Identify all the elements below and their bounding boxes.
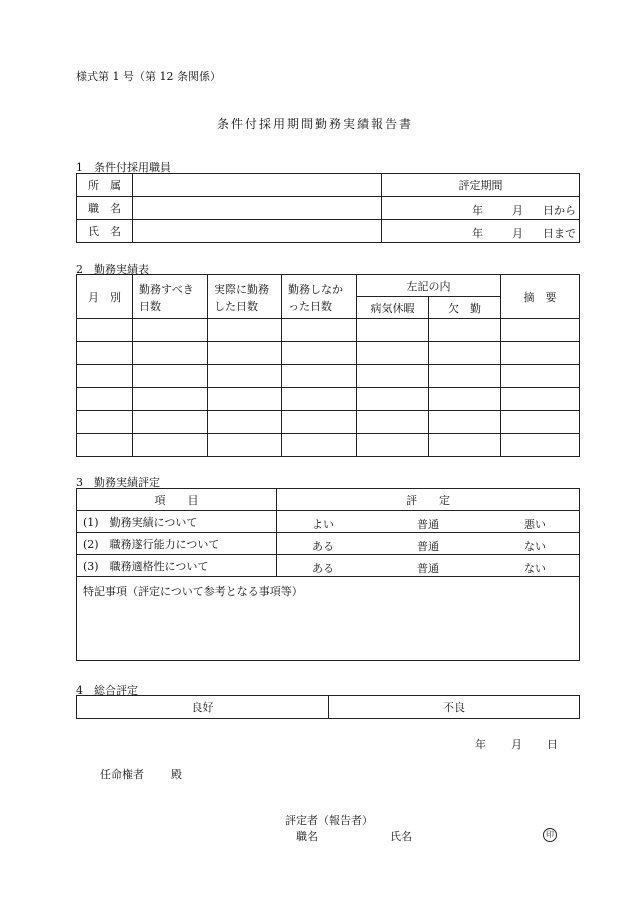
- rating-option-1[interactable]: ある: [312, 540, 334, 553]
- attendance-cell[interactable]: [77, 411, 133, 434]
- attendance-cell[interactable]: [282, 365, 357, 388]
- document-title: 条件付採用期間勤務実績報告書: [216, 117, 413, 131]
- item-text: 職務遂行能力について: [109, 537, 220, 551]
- evaluator-label: 評定者（報告者）: [285, 814, 373, 827]
- overall-good[interactable]: 良好: [77, 696, 329, 719]
- attendance-cell[interactable]: [208, 388, 282, 411]
- seal-icon: [543, 828, 557, 842]
- absent-days-header: 勤務しなかった日数: [282, 275, 357, 319]
- attendance-cell[interactable]: [77, 319, 133, 342]
- attendance-cell[interactable]: [357, 365, 429, 388]
- appointer-honorific: 殿: [171, 768, 182, 781]
- date-day: 日: [547, 738, 558, 751]
- seal-mark: 印: [543, 828, 557, 842]
- attendance-cell[interactable]: [133, 388, 208, 411]
- item-text: 職務適格性について: [109, 559, 209, 573]
- rating-options[interactable]: [277, 533, 580, 555]
- breakdown-header: 左記の内: [357, 275, 501, 297]
- item-number: (3): [83, 559, 99, 573]
- section1-heading: 1 条件付採用職員: [76, 161, 171, 174]
- item-number: (2): [83, 537, 99, 551]
- attendance-cell[interactable]: [429, 319, 501, 342]
- attendance-cell[interactable]: [357, 319, 429, 342]
- item-header: 項 目: [77, 489, 277, 511]
- attendance-cell[interactable]: [77, 365, 133, 388]
- attendance-cell[interactable]: [282, 342, 357, 365]
- attendance-cell[interactable]: [208, 365, 282, 388]
- from-year: 年: [472, 204, 483, 217]
- attendance-cell[interactable]: [282, 434, 357, 457]
- attendance-cell[interactable]: [429, 388, 501, 411]
- rating-option-1[interactable]: よい: [312, 518, 334, 531]
- special-notes-label: 特記事項（評定について参考となる事項等）: [83, 585, 303, 598]
- attendance-cell[interactable]: [208, 342, 282, 365]
- sick-leave-header: 病気休暇: [357, 297, 429, 319]
- attendance-cell[interactable]: [133, 434, 208, 457]
- position-field[interactable]: [133, 197, 382, 220]
- attendance-cell[interactable]: [429, 411, 501, 434]
- attendance-cell[interactable]: [282, 411, 357, 434]
- attendance-cell[interactable]: [133, 342, 208, 365]
- should-days-header: 勤務すべき日数: [133, 275, 208, 319]
- rating-option-2[interactable]: 普通: [417, 518, 439, 531]
- rating-header: 評 定: [277, 489, 580, 511]
- rating-item-label: [77, 533, 277, 555]
- attendance-cell[interactable]: [357, 388, 429, 411]
- attendance-cell[interactable]: [208, 411, 282, 434]
- attendance-cell[interactable]: [133, 411, 208, 434]
- item-number: (1): [83, 515, 99, 529]
- attendance-cell[interactable]: [429, 434, 501, 457]
- item-text: 勤務実績について: [109, 515, 198, 529]
- to-day: 日まで: [543, 227, 576, 240]
- section4-heading: 4 総合評定: [76, 684, 138, 697]
- attendance-cell[interactable]: [282, 388, 357, 411]
- rating-option-2[interactable]: 普通: [417, 540, 439, 553]
- attendance-cell[interactable]: [357, 434, 429, 457]
- attendance-cell[interactable]: [77, 434, 133, 457]
- special-notes-box[interactable]: [77, 577, 580, 661]
- rating-option-3[interactable]: ない: [524, 540, 546, 553]
- attendance-cell[interactable]: [77, 388, 133, 411]
- rating-options[interactable]: [277, 555, 580, 577]
- attendance-cell[interactable]: [133, 365, 208, 388]
- section3-heading: 3 勤務実績評定: [76, 476, 160, 489]
- appointer-label: 任命権者: [100, 768, 144, 781]
- attendance-cell[interactable]: [429, 342, 501, 365]
- rating-options[interactable]: [277, 511, 580, 533]
- remarks-header: 摘 要: [501, 275, 580, 319]
- attendance-table: [76, 274, 580, 457]
- section2-heading: 2 勤務実績表: [76, 263, 149, 276]
- rating-option-2[interactable]: 普通: [417, 562, 439, 575]
- attendance-row: [77, 434, 580, 457]
- to-month: 月: [512, 227, 523, 240]
- rating-item-label: [77, 555, 277, 577]
- rating-option-3[interactable]: ない: [524, 562, 546, 575]
- attendance-cell[interactable]: [133, 319, 208, 342]
- attendance-cell[interactable]: [77, 342, 133, 365]
- from-month: 月: [512, 204, 523, 217]
- to-year: 年: [472, 227, 483, 240]
- attendance-cell[interactable]: [501, 342, 580, 365]
- rating-item-label: [77, 511, 277, 533]
- position-label: 職 名: [77, 197, 133, 220]
- rating-option-1[interactable]: ある: [312, 562, 334, 575]
- attendance-cell[interactable]: [501, 319, 580, 342]
- affiliation-label: 所 属: [77, 174, 133, 197]
- attendance-cell[interactable]: [501, 411, 580, 434]
- attendance-row: [77, 365, 580, 388]
- actual-days-header: 実際に勤務した日数: [208, 275, 282, 319]
- evaluator-name: 氏名: [390, 830, 412, 843]
- name-label: 氏 名: [77, 220, 133, 243]
- rating-option-3[interactable]: 悪い: [524, 518, 546, 531]
- attendance-cell[interactable]: [501, 388, 580, 411]
- attendance-cell[interactable]: [357, 411, 429, 434]
- attendance-cell[interactable]: [429, 365, 501, 388]
- date-year: 年: [475, 738, 486, 751]
- name-field[interactable]: [133, 220, 382, 243]
- date-month: 月: [511, 738, 522, 751]
- attendance-row: [77, 342, 580, 365]
- attendance-row: [77, 411, 580, 434]
- period-label: 評定期間: [382, 174, 580, 197]
- period-to[interactable]: [382, 220, 580, 243]
- form-number: 様式第 1 号（第 12 条関係）: [76, 70, 221, 83]
- attendance-cell[interactable]: [208, 319, 282, 342]
- month-header: 月 別: [77, 275, 133, 319]
- evaluator-position: 職名: [296, 830, 318, 843]
- attendance-cell[interactable]: [501, 365, 580, 388]
- attendance-row: [77, 319, 580, 342]
- attendance-row: [77, 388, 580, 411]
- period-from[interactable]: [382, 197, 580, 220]
- attendance-cell[interactable]: [501, 434, 580, 457]
- attendance-cell[interactable]: [357, 342, 429, 365]
- from-day: 日から: [543, 204, 576, 217]
- employee-table: [76, 173, 580, 243]
- absence-header: 欠 勤: [429, 297, 501, 319]
- affiliation-field[interactable]: [133, 174, 382, 197]
- overall-poor[interactable]: 不良: [329, 696, 580, 719]
- attendance-cell[interactable]: [282, 319, 357, 342]
- overall-table: [76, 695, 580, 719]
- rating-table: [76, 488, 580, 661]
- attendance-cell[interactable]: [208, 434, 282, 457]
